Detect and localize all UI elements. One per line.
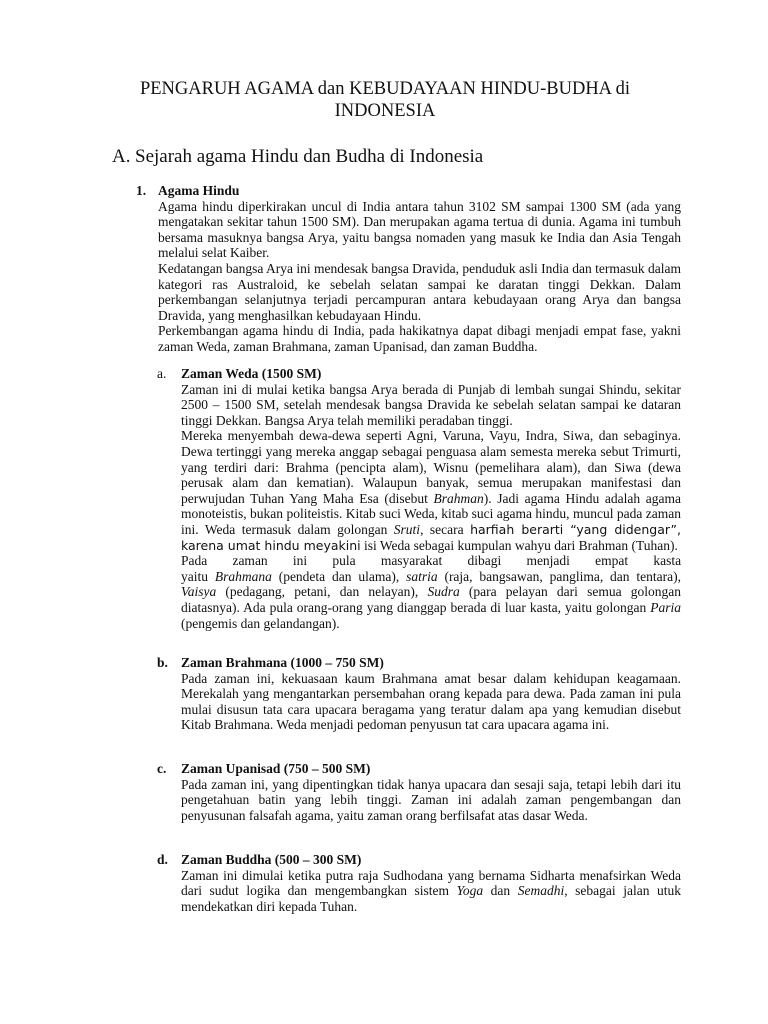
caste-intro-line <box>181 553 681 569</box>
item-title: Agama Hindu <box>158 183 240 198</box>
term-brahmana: Brahmana <box>214 568 272 584</box>
text-run: ). Jadi agama Hindu adalah agama monoteistis, bukan politeistis. Kitab suci Weda, kitab suci agama hindu, muncul pada zaman ini. Weda termasuk dalam golongan <box>181 490 681 537</box>
paragraph: Perkembangan agama hindu di India, pada hakikatnya dapat dibagi menjadi empat fase, yakni zaman Weda, zaman Brahmana, zaman Upanisad, dan zaman Buddha. <box>158 323 681 354</box>
sub-item-body <box>181 655 681 733</box>
text-run: , sebagai jalan utuk mendekatkan diri kepada Tuhan. <box>181 883 682 914</box>
paragraph: Pada zaman ini, kekuasaan kaum Brahmana amat besar dalam kehidupan keagamaan. Merekalah yang mengantarkan persembahan orang kepada para dewa. Pada zaman ini pula mulai disusun tata cara upacara beragama yang teratur dalam apa yang kemudian disebut Kitab Brahmana. Weda menjadi pedoman penyusun tat cara upacara agama ini. <box>181 670 681 733</box>
section-heading-text: Sejarah agama Hindu dan Budha di Indonesia <box>135 146 484 167</box>
term-semadhi: Semadhi <box>517 883 565 899</box>
paragraph: Kedatangan bangsa Arya ini mendesak bangsa Dravida, penduduk asli India dan termasuk dalam kategori ras Australoid, ke sebelah selatan sampai ke daratan tinggi Dekkan. Dalam perkembangan selanjutnya terjadi percampuran antara kebudayaan orang Arya dan bangsa Dravida, yang menghasilkan kebudayaan Hindu. <box>158 260 681 323</box>
sub-item-title: Zaman Buddha (500 – 300 SM) <box>181 852 362 867</box>
word: zaman <box>232 553 268 569</box>
paragraph <box>181 428 681 553</box>
word: kasta <box>653 553 682 569</box>
text-run: Mereka menyembah dewa-dewa seperti Agni, Varuna, Vayu, Indra, Siwa, dan sebaginya. Dewa tertinggi yang mereka anggap sebagai penguasa alam semesta mereka sebut Trimurti, yang terdiri dari: Brahma (pencipta alam), Wisnu (pemelihara alam), dan Siwa (dewa perusak alam dan kematian). Walaupun banyak, semua merupakan manifestasi dan perwujudan Tuhan Yang Maha Esa (disebut <box>181 428 681 506</box>
item-body <box>158 183 681 355</box>
item-agama-hindu <box>136 183 681 355</box>
paragraph <box>181 569 681 631</box>
text-run: dan <box>483 883 518 899</box>
term-sruti: Sruti <box>393 521 421 537</box>
word: ini <box>292 553 308 569</box>
sub-item-title: Zaman Brahmana (1000 – 750 SM) <box>181 655 384 670</box>
sub-item-marker: d. <box>157 852 168 867</box>
text-run: yaitu <box>181 568 215 584</box>
sub-item-body <box>181 366 681 631</box>
term-yoga: Yoga <box>456 883 484 899</box>
sub-item-body <box>181 761 681 823</box>
text-run: , secara <box>420 521 471 537</box>
text-run: (pendeta dan ulama), <box>271 568 407 584</box>
text-run: isi Weda sebagai kumpulan wahyu dari Brahman (Tuhan). <box>360 537 678 553</box>
text-run: (raja, bangsawan, panglima, dan tentara), <box>437 568 681 584</box>
text-run: (pedagang, petani, dan nelayan), <box>216 584 428 600</box>
sub-item-body <box>181 852 681 914</box>
paragraph: Agama hindu diperkirakan uncul di India antara tahun 3102 SM sampai 1300 SM (ada yang mengatakan sekitar tahun 1500 SM). Dan merupakan agama tertua di dunia. Agama ini tumbuh bersama masuknya bangsa Arya, yaitu bangsa nomaden yang masuk ke India dan Asia Tengah melalui selat Kaiber. <box>158 198 681 261</box>
section-heading <box>112 145 483 169</box>
term-satria: satria <box>406 568 438 584</box>
paragraph <box>181 868 681 915</box>
sub-item-zaman-buddha <box>157 852 681 914</box>
sub-item-title: Zaman Weda (1500 SM) <box>181 366 322 381</box>
title-line-2: INDONESIA <box>334 101 436 121</box>
sub-item-marker: c. <box>157 761 167 776</box>
section-letter: A. <box>112 146 131 167</box>
sub-item-zaman-brahmana <box>157 655 681 733</box>
word: dibagi <box>467 553 502 569</box>
sub-item-marker: a. <box>157 366 167 381</box>
term-vaisya: Vaisya <box>181 584 217 600</box>
word: menjadi <box>526 553 570 569</box>
item-number: 1. <box>136 183 147 198</box>
sub-item-marker: b. <box>157 655 168 670</box>
term-sudra: Sudra <box>427 584 460 600</box>
word: Pada <box>181 553 208 569</box>
sub-item-title: Zaman Upanisad (750 – 500 SM) <box>181 761 371 776</box>
sub-item-zaman-upanisad <box>157 761 681 823</box>
word: pula <box>332 553 356 569</box>
paragraph: Zaman ini di mulai ketika bangsa Arya berada di Punjab di lembah sungai Shindu, sekitar 2500 – 1500 SM, setelah mendesak bangsa Dravida ke sebelah selatan sampai ke dataran tinggi Dekkan. Bangsa Arya telah memiliki peradaban tinggi. <box>181 381 681 428</box>
word: empat <box>595 553 629 569</box>
text-run-sans: harfiah berarti “yang didengar”, karena umat hindu meyakini <box>181 521 681 553</box>
term-brahman: Brahman <box>433 490 484 506</box>
paragraph: Pada zaman ini, yang dipentingkan tidak hanya upacara dan sesaji saja, tetapi lebih dari itu pengetahuan batin yang lebih tinggi. Zaman ini adalah zaman pengembangan dan penyusunan falsafah agama, yaitu zaman orang berfilsafat atas dasar Weda. <box>181 776 681 823</box>
document-title <box>80 78 690 122</box>
text-run: (para pelayan dari semua golongan diatasnya). Ada pula orang-orang yang dianggap berada di luar kasta, yaitu golongan <box>181 584 682 615</box>
word: masyarakat <box>380 553 443 569</box>
text-run: (pengemis dan gelandangan). <box>181 615 340 631</box>
term-paria: Paria <box>650 599 681 615</box>
sub-item-zaman-weda <box>157 366 681 631</box>
text-run: Zaman ini dimulai ketika putra raja Sudhodana yang bernama Sidharta menafsirkan Weda dari sudut logika dan mengembangkan sistem <box>181 867 681 899</box>
title-line-1: PENGARUH AGAMA dan KEBUDAYAAN HINDU-BUDHA di <box>139 79 631 99</box>
